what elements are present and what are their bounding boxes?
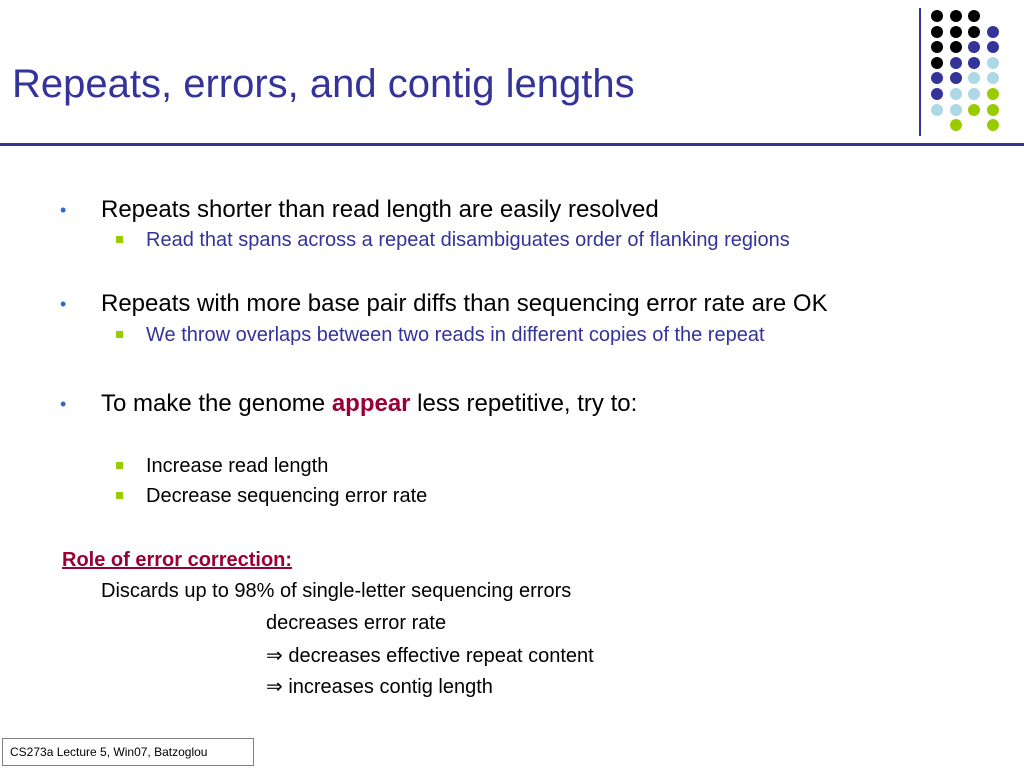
decor-dot xyxy=(931,10,943,22)
sub-item-2: We throw overlaps between two reads in different copies of the repeat xyxy=(146,324,765,346)
decor-dot xyxy=(950,57,962,69)
decor-dot xyxy=(968,57,980,69)
decor-dot xyxy=(968,104,980,116)
role-line-4: ⇒ increases contig length xyxy=(266,676,493,698)
decor-dot xyxy=(931,88,943,100)
sub-bullet-icon xyxy=(116,492,123,499)
decor-dot xyxy=(931,26,943,38)
sub-bullet-icon xyxy=(116,462,123,469)
bullet-icon: • xyxy=(60,294,67,314)
footer-label: CS273a Lecture 5, Win07, Batzoglou xyxy=(2,738,254,766)
emphasis-appear: appear xyxy=(331,390,411,417)
decor-dot-grid xyxy=(923,4,1023,144)
bullet-icon: • xyxy=(60,200,67,220)
decor-dot xyxy=(931,41,943,53)
decor-dot xyxy=(950,119,962,131)
slide-title: Repeats, errors, and contig lengths xyxy=(12,62,635,106)
role-heading: Role of error correction: xyxy=(62,549,293,571)
bullet-icon: • xyxy=(60,394,67,414)
decor-dot xyxy=(950,10,962,22)
decor-dot xyxy=(987,88,999,100)
sub-bullet-icon xyxy=(116,236,123,243)
bullet-item-3: To make the genome appear less repetitive, try to: xyxy=(101,390,638,417)
decor-dot xyxy=(987,26,999,38)
decor-vertical-line xyxy=(919,8,921,136)
decor-dot xyxy=(950,72,962,84)
role-line-2: decreases error rate xyxy=(266,612,447,634)
decor-dot xyxy=(987,119,999,131)
decor-dot xyxy=(968,26,980,38)
title-underline xyxy=(0,143,1024,146)
implies-icon: ⇒ xyxy=(266,645,283,667)
decor-dot xyxy=(950,41,962,53)
decor-dot xyxy=(987,41,999,53)
sub-item-3a: Increase read length xyxy=(146,455,329,477)
sub-item-3b: Decrease sequencing error rate xyxy=(146,485,428,507)
decor-dot xyxy=(968,88,980,100)
decor-dot xyxy=(931,57,943,69)
sub-bullet-icon xyxy=(116,331,123,338)
decor-dot xyxy=(987,72,999,84)
decor-dot xyxy=(950,26,962,38)
bullet-item-1: Repeats shorter than read length are easily resolved xyxy=(101,196,659,223)
decor-dot xyxy=(987,104,999,116)
decor-dot xyxy=(968,10,980,22)
role-line-3: ⇒ decreases effective repeat content xyxy=(266,645,594,667)
sub-item-1: Read that spans across a repeat disambiguates order of flanking regions xyxy=(146,229,790,251)
bullet-item-2: Repeats with more base pair diffs than sequencing error rate are OK xyxy=(101,290,828,317)
implies-icon: ⇒ xyxy=(266,676,283,698)
decor-dot xyxy=(987,57,999,69)
decor-dot xyxy=(950,104,962,116)
decor-dot xyxy=(950,88,962,100)
decor-dot xyxy=(968,41,980,53)
decor-dot xyxy=(968,72,980,84)
role-line-1: Discards up to 98% of single-letter sequencing errors xyxy=(101,580,572,602)
decor-dot xyxy=(931,104,943,116)
decor-dot xyxy=(931,72,943,84)
